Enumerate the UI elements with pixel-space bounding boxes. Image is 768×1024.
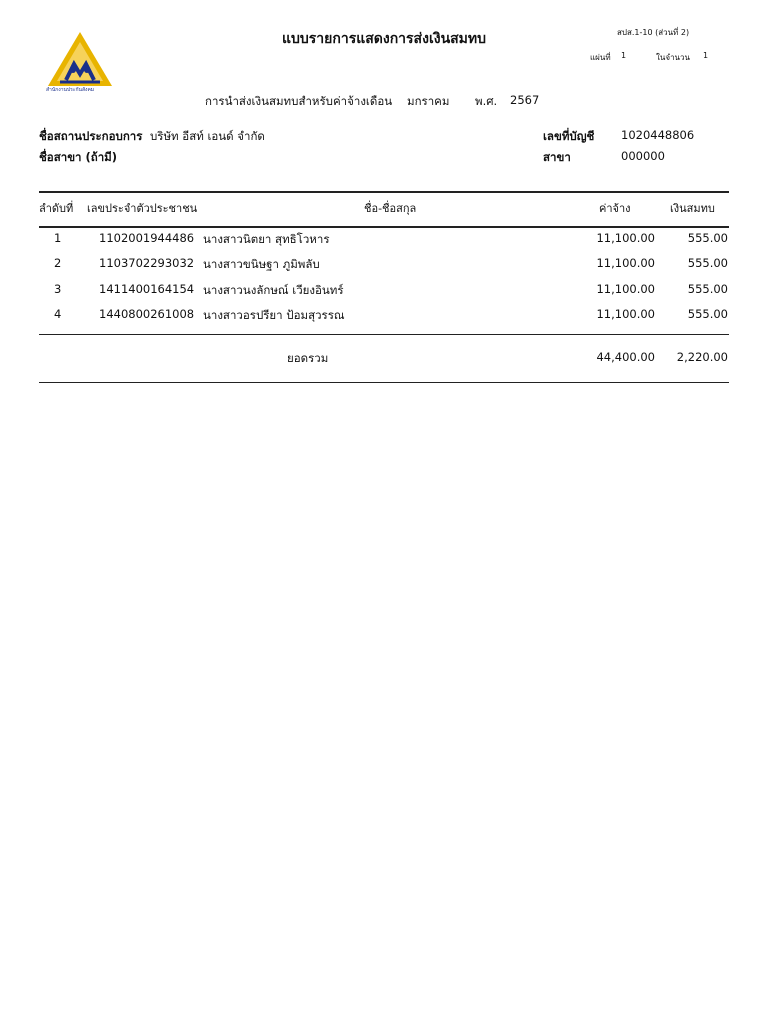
total-contribution: 2,220.00 bbox=[676, 350, 728, 364]
year-label: พ.ศ. bbox=[475, 94, 498, 108]
col-header-id: เลขประจำตัวประชาชน bbox=[87, 202, 198, 215]
remit-year: 2567 bbox=[510, 93, 540, 107]
total-sheets-label: ในจำนวน bbox=[656, 53, 690, 62]
row-seq: 1 bbox=[54, 231, 62, 245]
branch-name-label: ชื่อสาขา (ถ้ามี) bbox=[39, 150, 118, 164]
form-title: แบบรายการแสดงการส่งเงินสมทบ bbox=[281, 31, 487, 47]
row-seq: 4 bbox=[54, 307, 62, 321]
row-contribution: 555.00 bbox=[687, 307, 728, 321]
row-name: นางสาวขนิษฐา ภูมิพลับ bbox=[203, 257, 320, 271]
row-id: 1102001944486 bbox=[99, 231, 195, 245]
remit-label: การนำส่งเงินสมทบสำหรับค่าจ้างเดือน bbox=[205, 94, 393, 108]
col-header-name: ชื่อ-ชื่อสกุล bbox=[364, 202, 417, 215]
row-seq: 3 bbox=[54, 282, 62, 296]
account-number: 1020448806 bbox=[621, 128, 695, 142]
row-seq: 2 bbox=[54, 256, 62, 270]
row-contribution: 555.00 bbox=[687, 282, 728, 296]
row-name: นางสาวอรปรียา ป้อมสุวรรณ bbox=[203, 308, 345, 322]
form-code: สปส.1-10 (ส่วนที่ 2) bbox=[617, 28, 690, 37]
branch-code-label: สาขา bbox=[543, 150, 571, 164]
row-id: 1411400164154 bbox=[99, 282, 195, 296]
branch-code: 000000 bbox=[621, 149, 665, 163]
row-wage: 11,100.00 bbox=[596, 282, 655, 296]
total-label: ยอดรวม bbox=[287, 351, 329, 365]
row-wage: 11,100.00 bbox=[596, 256, 655, 270]
col-header-contribution: เงินสมทบ bbox=[670, 202, 715, 215]
col-header-seq: ลำดับที่ bbox=[39, 202, 74, 215]
employer-name-label: ชื่อสถานประกอบการ bbox=[39, 129, 143, 143]
header-bottom-rule bbox=[39, 226, 729, 228]
row-name: นางสาวนิตยา สุทธิโวหาร bbox=[203, 232, 330, 246]
total-top-rule bbox=[39, 334, 729, 335]
row-contribution: 555.00 bbox=[687, 256, 728, 270]
row-wage: 11,100.00 bbox=[596, 307, 655, 321]
employer-name: บริษัท อีสท์ เอนด์ จำกัด bbox=[150, 129, 265, 143]
row-contribution: 555.00 bbox=[687, 231, 728, 245]
sheet-label: แผ่นที่ bbox=[590, 53, 611, 62]
logo-caption: สำนักงานประกันสังคม bbox=[46, 87, 95, 93]
row-name: นางสาวนงลักษณ์ เวียงอินทร์ bbox=[203, 283, 344, 297]
total-sheets-number: 1 bbox=[703, 51, 709, 60]
remit-month: มกราคม bbox=[407, 94, 450, 108]
total-wage: 44,400.00 bbox=[596, 350, 655, 364]
row-id: 1440800261008 bbox=[99, 307, 195, 321]
table-top-rule bbox=[39, 191, 729, 193]
col-header-wage: ค่าจ้าง bbox=[599, 202, 631, 215]
sheet-number: 1 bbox=[621, 51, 627, 60]
table-bottom-rule bbox=[39, 382, 729, 383]
row-wage: 11,100.00 bbox=[596, 231, 655, 245]
row-id: 1103702293032 bbox=[99, 256, 195, 270]
account-label: เลขที่บัญชี bbox=[543, 129, 595, 143]
